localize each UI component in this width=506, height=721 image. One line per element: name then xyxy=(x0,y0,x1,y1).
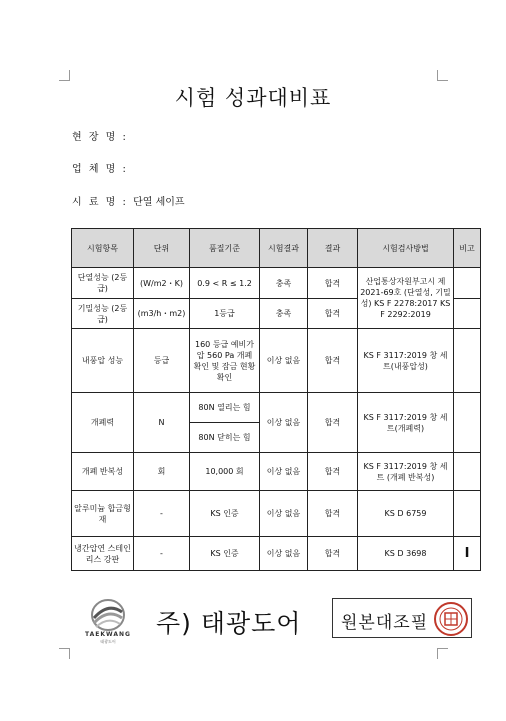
cell-result: 합격 xyxy=(308,329,358,393)
cell-criteria: 160 등급 예비가압 560 Pa 개폐 확인 및 잠금 현황 확인 xyxy=(190,329,260,393)
red-seal-icon xyxy=(433,601,469,637)
field-sample-name-value: 단열 세이프 xyxy=(133,197,185,208)
cell-note xyxy=(454,268,481,299)
header-test-result: 시험결과 xyxy=(260,229,308,268)
cell-note: I xyxy=(454,537,481,571)
cell-method: KS D 6759 xyxy=(358,491,454,537)
cell-method: KS D 3698 xyxy=(358,537,454,571)
cell-unit: 회 xyxy=(134,453,190,491)
cell-criteria: 0.9 < R ≤ 1.2 xyxy=(190,268,260,299)
crop-mark-top-right xyxy=(437,70,448,81)
header-result: 결과 xyxy=(308,229,358,268)
table-row xyxy=(72,268,481,299)
cell-note xyxy=(454,453,481,491)
cell-item: 알루미늄 합금형재 xyxy=(72,491,134,537)
cell-test: 충족 xyxy=(260,299,308,329)
header-test-method: 시험검사방법 xyxy=(358,229,454,268)
cell-result: 합격 xyxy=(308,299,358,329)
crop-mark-top-left xyxy=(59,70,70,81)
cell-result: 합격 xyxy=(308,453,358,491)
cell-unit: - xyxy=(134,537,190,571)
field-site-name-label: 현 장 명 : xyxy=(72,132,128,143)
field-company-name-label: 업 체 명 : xyxy=(72,164,128,175)
field-sample-name-label: 시 료 명 : xyxy=(72,197,128,208)
header-unit: 단위 xyxy=(134,229,190,268)
cell-unit: - xyxy=(134,491,190,537)
cell-result: 합격 xyxy=(308,268,358,299)
cell-criteria: 10,000 회 xyxy=(190,453,260,491)
cell-test: 이상 없음 xyxy=(260,393,308,453)
header-quality-criteria: 품질기준 xyxy=(190,229,260,268)
certified-copy-stamp xyxy=(332,598,472,638)
cell-criteria: 1등급 xyxy=(190,299,260,329)
cell-method: KS F 3117:2019 창 세트(개폐력) xyxy=(358,393,454,453)
cell-unit: (m3/h・m2) xyxy=(134,299,190,329)
cell-test: 이상 없음 xyxy=(260,453,308,491)
table-header-row xyxy=(72,229,481,268)
table-row xyxy=(72,329,481,393)
field-sample-name xyxy=(72,193,185,208)
field-site-name xyxy=(72,128,128,143)
cell-criteria: KS 인증 xyxy=(190,537,260,571)
cell-method: KS F 3117:2019 창 세트(내풍압성) xyxy=(358,329,454,393)
header-test-item: 시험항목 xyxy=(72,229,134,268)
cell-result: 합격 xyxy=(308,393,358,453)
cell-unit: (W/m2・K) xyxy=(134,268,190,299)
logo-subtext: 태광도어 xyxy=(100,639,116,644)
cell-method: 산업통상자원부고시 제2021-69호 (단열성, 기밀성) KS F 2278:2017 KS F 2292:2019 xyxy=(358,268,454,329)
cell-item: 단열성능 (2등급) xyxy=(72,268,134,299)
stamp-text: 원본대조필 xyxy=(341,613,429,633)
cell-result: 합격 xyxy=(308,537,358,571)
cell-note xyxy=(454,299,481,329)
cell-criteria: 80N 닫히는 힘 xyxy=(190,423,260,453)
cell-note xyxy=(454,491,481,537)
crop-mark-bottom-left xyxy=(59,648,70,659)
comparison-table xyxy=(71,228,481,571)
cell-item: 내풍압 성능 xyxy=(72,329,134,393)
page-title: 시험 성과대비표 xyxy=(174,86,332,110)
table-row xyxy=(72,453,481,491)
cell-item: 냉간압연 스테인리스 강판 xyxy=(72,537,134,571)
cell-criteria: KS 인증 xyxy=(190,491,260,537)
company-name: 주) 태광도어 xyxy=(156,609,302,638)
cell-item: 개폐 반복성 xyxy=(72,453,134,491)
cell-item: 기밀성능 (2등급) xyxy=(72,299,134,329)
cell-result: 합격 xyxy=(308,491,358,537)
cell-note xyxy=(454,393,481,453)
cell-criteria: 80N 열리는 힘 xyxy=(190,393,260,423)
cell-test: 충족 xyxy=(260,268,308,299)
cell-test: 이상 없음 xyxy=(260,537,308,571)
cell-unit: N xyxy=(134,393,190,453)
cell-test: 이상 없음 xyxy=(260,491,308,537)
logo-wordmark: TAEKWANG xyxy=(85,631,131,638)
cell-note xyxy=(454,329,481,393)
cell-unit: 등급 xyxy=(134,329,190,393)
crop-mark-bottom-right xyxy=(437,648,448,659)
cell-test: 이상 없음 xyxy=(260,329,308,393)
cell-item: 개폐력 xyxy=(72,393,134,453)
table-row xyxy=(72,491,481,537)
table-row xyxy=(72,393,481,423)
table-row xyxy=(72,537,481,571)
cell-method: KS F 3117:2019 창 세트 (개폐 반복성) xyxy=(358,453,454,491)
field-company-name xyxy=(72,160,128,175)
header-remarks: 비고 xyxy=(454,229,481,268)
logo-emblem-icon xyxy=(78,598,138,632)
